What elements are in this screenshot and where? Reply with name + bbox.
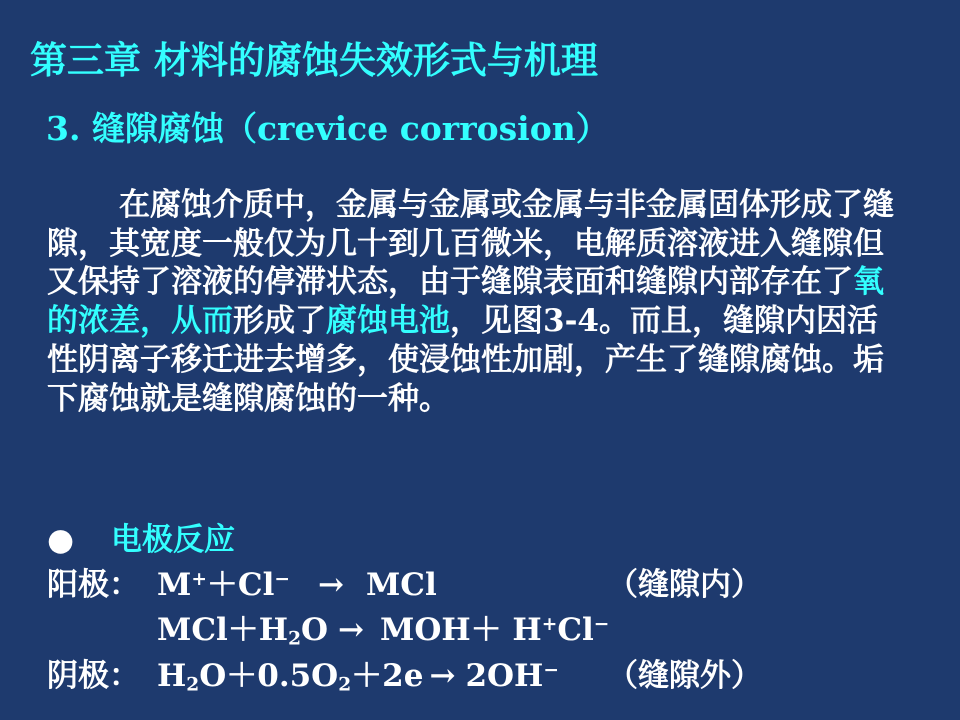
formula-part: M — [157, 567, 192, 603]
location-note-outside: （缝隙外） — [607, 658, 762, 694]
formula-part: O — [301, 612, 329, 648]
anode-reaction-1 — [47, 565, 762, 605]
paragraph-text-2: 形成了 — [233, 303, 326, 340]
subscript: 2 — [288, 628, 302, 650]
highlight-corrosion-cell: 腐蚀电池 — [326, 303, 450, 340]
arrow-icon: → — [429, 658, 456, 694]
section-label: 电极反应 — [111, 522, 235, 558]
subscript: 2 — [338, 674, 352, 696]
formula-part: MCl＋H — [157, 612, 289, 648]
slide-title: 第三章 材料的腐蚀失效形式与机理 — [30, 38, 598, 82]
arrow-icon: → — [317, 567, 344, 603]
location-note-inside: （缝隙内） — [607, 567, 762, 603]
formula-product: MCl — [365, 567, 437, 603]
anode-label: 阳极： — [47, 567, 140, 603]
formula-part: Cl — [557, 612, 594, 648]
paragraph-text-1: 在腐蚀介质中，金属与金属或金属与非金属固体形成了缝隙，其宽度一般仅为几十到几百微米，电解质溶液进入缝隙但又保持了溶液的停滞状态，由于缝隙表面和缝隙内部存在了 — [47, 187, 894, 301]
highlight-oxygen-gradient: 氧的浓差，从而 — [47, 264, 884, 340]
charge-superscript: + — [541, 613, 558, 635]
arrow-icon: → — [338, 612, 365, 648]
charge-superscript: − — [543, 659, 559, 681]
formula-part: ＋Cl — [206, 567, 275, 603]
formula-part: O＋0.5O — [199, 658, 339, 694]
cathode-reaction — [47, 656, 762, 696]
paragraph-text-3: ，见图3-4。而且，缝隙内因活性阴离子移迁进去增多，使浸蚀性加剧，产生了缝隙腐蚀。垢下腐蚀就是缝隙腐蚀的一种。 — [47, 303, 884, 417]
section-subtitle: 3. 缝隙腐蚀（crevice corrosion） — [46, 109, 609, 148]
charge-superscript: + — [191, 568, 207, 590]
electrode-reaction-heading — [47, 520, 235, 560]
bullet-icon: ● — [47, 522, 75, 558]
formula-part: MOH＋ H — [380, 612, 542, 648]
formula-part: ＋2e — [351, 658, 424, 694]
charge-superscript: − — [274, 568, 290, 590]
charge-superscript: − — [593, 613, 610, 635]
anode-reaction-2 — [47, 610, 609, 650]
formula-part: H — [157, 658, 187, 694]
body-paragraph — [47, 186, 907, 418]
subscript: 2 — [186, 674, 200, 696]
formula-part: 2OH — [465, 658, 544, 694]
cathode-label: 阴极： — [47, 658, 140, 694]
